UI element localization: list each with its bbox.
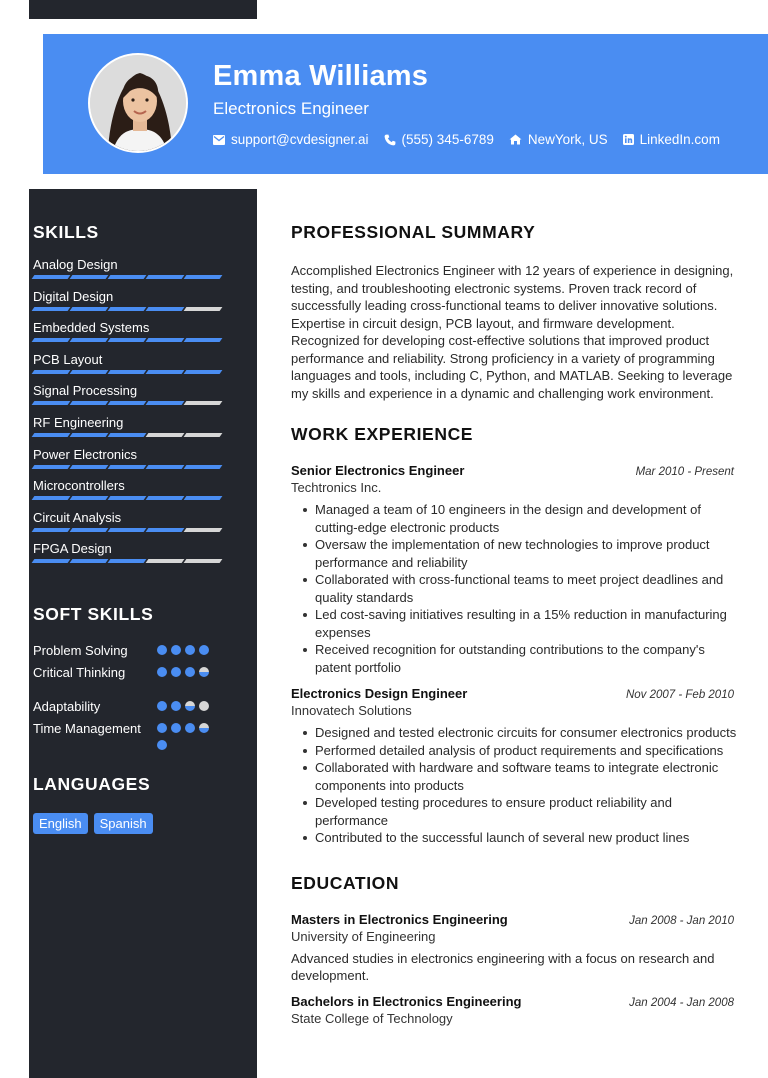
skill-level-segment bbox=[184, 559, 223, 563]
soft-skill-dot bbox=[199, 667, 209, 677]
job-bullet: Performed detailed analysis of product requirements and specifications bbox=[301, 742, 737, 760]
envelope-icon bbox=[213, 135, 225, 145]
skill-level-segment bbox=[70, 496, 109, 500]
job-date: Nov 2007 - Feb 2010 bbox=[625, 689, 734, 701]
job-title: Senior Electronics Engineer bbox=[291, 463, 465, 478]
job-list bbox=[291, 463, 737, 847]
skill-item bbox=[33, 380, 233, 412]
soft-skill-name: Adaptability bbox=[33, 699, 101, 714]
skill-level-segment bbox=[146, 433, 185, 437]
skill-item bbox=[33, 254, 233, 286]
skill-item bbox=[33, 475, 233, 507]
contact-email[interactable] bbox=[213, 132, 369, 147]
job-entry bbox=[291, 463, 737, 676]
job-header bbox=[291, 463, 737, 478]
skill-item bbox=[33, 349, 233, 381]
skill-level-segment bbox=[70, 559, 109, 563]
skill-level-segment bbox=[70, 401, 109, 405]
skill-level-segment bbox=[184, 496, 223, 500]
skill-level-segment bbox=[32, 275, 71, 279]
phone-icon bbox=[384, 134, 396, 146]
resume-header bbox=[43, 34, 768, 174]
skill-level-segment bbox=[146, 370, 185, 374]
skill-item bbox=[33, 317, 233, 349]
skill-name: Digital Design bbox=[33, 288, 114, 304]
soft-skill-item bbox=[33, 696, 233, 718]
soft-skill-item bbox=[33, 662, 233, 696]
skill-level-segment bbox=[184, 465, 223, 469]
soft-skill-dot bbox=[199, 645, 209, 655]
skill-level-bar bbox=[33, 275, 221, 279]
skill-level-segment bbox=[108, 370, 147, 374]
soft-skill-dot bbox=[199, 723, 209, 733]
skill-level-segment bbox=[32, 559, 71, 563]
soft-skill-dot bbox=[185, 667, 195, 677]
skill-item bbox=[33, 412, 233, 444]
skill-level-bar bbox=[33, 528, 221, 532]
skill-level-bar bbox=[33, 338, 221, 342]
soft-skill-name: Time Management bbox=[33, 721, 141, 736]
skill-level-segment bbox=[184, 433, 223, 437]
job-title: Electronics Design Engineer bbox=[291, 686, 468, 701]
skill-name: FPGA Design bbox=[33, 541, 112, 557]
job-bullet: Managed a team of 10 engineers in the design and development of cutting-edge electronic products bbox=[301, 501, 737, 536]
job-bullet: Oversaw the implementation of new technologies to improve product performance and reliability bbox=[301, 536, 737, 571]
skill-level-segment bbox=[32, 496, 71, 500]
soft-skill-dot bbox=[199, 701, 209, 711]
soft-skills-section bbox=[33, 604, 233, 740]
job-bullet: Designed and tested electronic circuits for consumer electronics products bbox=[301, 724, 737, 742]
education-title: EDUCATION bbox=[291, 872, 400, 893]
skill-level-segment bbox=[184, 307, 223, 311]
skill-item bbox=[33, 444, 233, 476]
summary-title: PROFESSIONAL SUMMARY bbox=[291, 222, 536, 242]
skill-level-segment bbox=[70, 338, 109, 342]
skill-level-segment bbox=[108, 433, 147, 437]
soft-skill-dot bbox=[171, 645, 181, 655]
skill-name: RF Engineering bbox=[33, 414, 124, 430]
skills-title: SKILLS bbox=[33, 222, 99, 242]
experience-title: WORK EXPERIENCE bbox=[291, 424, 474, 444]
summary-text: Accomplished Electronics Engineer with 12 years of experience in designing, testing, and troubleshooting electronic systems. Proven track record of successfully leading cross-functional teams to deliver innovative solutions. Expertise in circuit design, PCB layout, and firmware development. Recognized for developing cost-effective solutions that improved product performance and reliability. Strong proficiency in a variety of programming languages and tools, including C, Python, and MATLAB. Seeking to leverage my skills and experience in a dynamic and challenging work environment. bbox=[291, 263, 734, 401]
skill-level-segment bbox=[32, 338, 71, 342]
skill-name: Signal Processing bbox=[33, 383, 138, 399]
skill-level-segment bbox=[108, 465, 147, 469]
contact-location bbox=[509, 132, 608, 147]
skills-section bbox=[33, 222, 233, 570]
skill-name: PCB Layout bbox=[33, 351, 103, 367]
skill-level-segment bbox=[146, 307, 185, 311]
skill-level-segment bbox=[184, 370, 223, 374]
job-company: Innovatech Solutions bbox=[291, 703, 412, 718]
education-entry bbox=[291, 994, 737, 1026]
soft-skill-dot bbox=[185, 645, 195, 655]
skill-level-bar bbox=[33, 559, 221, 563]
job-bullet: Received recognition for outstanding contributions to the company's patent portfolio bbox=[301, 641, 737, 676]
soft-skill-dot bbox=[185, 701, 195, 711]
skill-level-segment bbox=[108, 275, 147, 279]
skill-level-segment bbox=[108, 528, 147, 532]
linkedin-icon bbox=[623, 134, 634, 145]
candidate-title: Electronics Engineer bbox=[213, 99, 369, 118]
skill-level-segment bbox=[146, 401, 185, 405]
contact-email-text: support@cvdesigner.ai bbox=[231, 132, 369, 147]
job-bullets bbox=[291, 501, 737, 676]
skill-level-bar bbox=[33, 465, 221, 469]
education-school: University of Engineering bbox=[291, 928, 436, 944]
job-date: Mar 2010 - Present bbox=[635, 466, 734, 478]
education-header bbox=[291, 994, 737, 1009]
skill-level-segment bbox=[70, 465, 109, 469]
education-degree: Bachelors in Electronics Engineering bbox=[291, 993, 522, 1009]
skill-name: Power Electronics bbox=[33, 446, 138, 462]
skill-level-segment bbox=[32, 433, 71, 437]
soft-skill-dot bbox=[157, 723, 167, 733]
skill-level-segment bbox=[108, 401, 147, 405]
skill-level-bar bbox=[33, 401, 221, 405]
soft-skills-list bbox=[33, 640, 233, 740]
skill-level-segment bbox=[32, 307, 71, 311]
languages-title: LANGUAGES bbox=[33, 774, 151, 794]
skill-level-segment bbox=[108, 338, 147, 342]
education-entry bbox=[291, 912, 737, 985]
job-bullet: Collaborated with cross-functional teams to meet project deadlines and quality standards bbox=[301, 571, 737, 606]
skill-level-segment bbox=[108, 496, 147, 500]
skill-name: Analog Design bbox=[33, 257, 118, 272]
skill-level-bar bbox=[33, 370, 221, 374]
soft-skill-item bbox=[33, 718, 233, 740]
skill-level-segment bbox=[32, 465, 71, 469]
soft-skill-dot bbox=[171, 701, 181, 711]
contact-location-text: NewYork, US bbox=[527, 132, 608, 147]
soft-skill-item bbox=[33, 640, 233, 662]
job-header bbox=[291, 686, 737, 701]
skill-item bbox=[33, 507, 233, 539]
skill-level-segment bbox=[146, 559, 185, 563]
skill-level-segment bbox=[184, 275, 223, 279]
education-school: State College of Technology bbox=[291, 1010, 453, 1026]
education-date: Jan 2008 - Jan 2010 bbox=[629, 914, 734, 927]
contact-linkedin[interactable] bbox=[623, 132, 720, 147]
education-description: Advanced studies in electronics engineering with a focus on research and development. bbox=[291, 950, 715, 983]
skill-level-segment bbox=[184, 338, 223, 342]
job-bullet: Collaborated with hardware and software teams to integrate electronic components into products bbox=[301, 759, 737, 794]
education-date: Jan 2004 - Jan 2008 bbox=[629, 996, 734, 1009]
skill-name: Circuit Analysis bbox=[33, 509, 122, 525]
soft-skill-dots bbox=[157, 667, 209, 677]
soft-skill-dots bbox=[157, 701, 209, 711]
home-icon bbox=[509, 134, 522, 145]
soft-skill-dot bbox=[185, 723, 195, 733]
soft-skill-dots bbox=[157, 645, 209, 655]
soft-skill-name: Critical Thinking bbox=[33, 665, 126, 680]
skill-level-bar bbox=[33, 307, 221, 311]
languages-list bbox=[33, 813, 233, 834]
contact-phone[interactable] bbox=[384, 132, 494, 147]
education-degree: Masters in Electronics Engineering bbox=[291, 911, 508, 927]
skill-level-segment bbox=[146, 528, 185, 532]
skill-level-segment bbox=[70, 307, 109, 311]
skill-level-segment bbox=[108, 559, 147, 563]
avatar bbox=[88, 53, 188, 153]
skill-level-segment bbox=[146, 338, 185, 342]
skill-name: Embedded Systems bbox=[33, 320, 150, 336]
contact-linkedin-text: LinkedIn.com bbox=[639, 132, 720, 147]
skill-level-segment bbox=[70, 528, 109, 532]
skill-level-segment bbox=[70, 370, 109, 374]
skill-level-segment bbox=[70, 433, 109, 437]
skill-level-segment bbox=[146, 496, 185, 500]
language-badge: English bbox=[33, 813, 88, 834]
contact-phone-text: (555) 345-6789 bbox=[401, 132, 494, 147]
skill-item bbox=[33, 538, 233, 570]
skill-level-segment bbox=[184, 401, 223, 405]
candidate-name: Emma Williams bbox=[213, 60, 429, 92]
skill-level-segment bbox=[184, 528, 223, 532]
contact-list bbox=[213, 132, 720, 147]
skills-list bbox=[33, 254, 233, 570]
skill-level-segment bbox=[146, 465, 185, 469]
education-list bbox=[291, 912, 737, 1026]
soft-skill-dots bbox=[157, 723, 209, 733]
skill-level-bar bbox=[33, 496, 221, 500]
skill-level-segment bbox=[32, 528, 71, 532]
job-bullet: Led cost-saving initiatives resulting in a 15% reduction in manufacturing expenses bbox=[301, 606, 737, 641]
skill-level-segment bbox=[32, 370, 71, 374]
job-entry bbox=[291, 686, 737, 847]
language-badge: Spanish bbox=[94, 813, 153, 834]
soft-skill-dot bbox=[157, 740, 167, 750]
education-header bbox=[291, 912, 737, 927]
soft-skills-title: SOFT SKILLS bbox=[33, 604, 154, 624]
soft-skill-dot bbox=[157, 701, 167, 711]
skill-level-segment bbox=[32, 401, 71, 405]
soft-skill-dot bbox=[157, 645, 167, 655]
skill-level-segment bbox=[70, 275, 109, 279]
soft-skill-name: Problem Solving bbox=[33, 643, 128, 658]
job-bullet: Contributed to the successful launch of several new product lines bbox=[301, 829, 737, 847]
soft-skill-dot bbox=[157, 667, 167, 677]
job-company: Techtronics Inc. bbox=[291, 480, 382, 495]
skill-name: Microcontrollers bbox=[33, 478, 125, 494]
job-bullets bbox=[291, 724, 737, 847]
main-content bbox=[291, 222, 737, 1032]
skill-level-segment bbox=[108, 307, 147, 311]
avatar-photo-icon bbox=[90, 55, 188, 153]
skill-level-bar bbox=[33, 433, 221, 437]
soft-skill-dot bbox=[171, 723, 181, 733]
soft-skill-dot bbox=[171, 667, 181, 677]
skill-item bbox=[33, 286, 233, 318]
languages-section bbox=[33, 774, 233, 834]
skill-level-segment bbox=[146, 275, 185, 279]
job-bullet: Developed testing procedures to ensure product reliability and performance bbox=[301, 794, 737, 829]
